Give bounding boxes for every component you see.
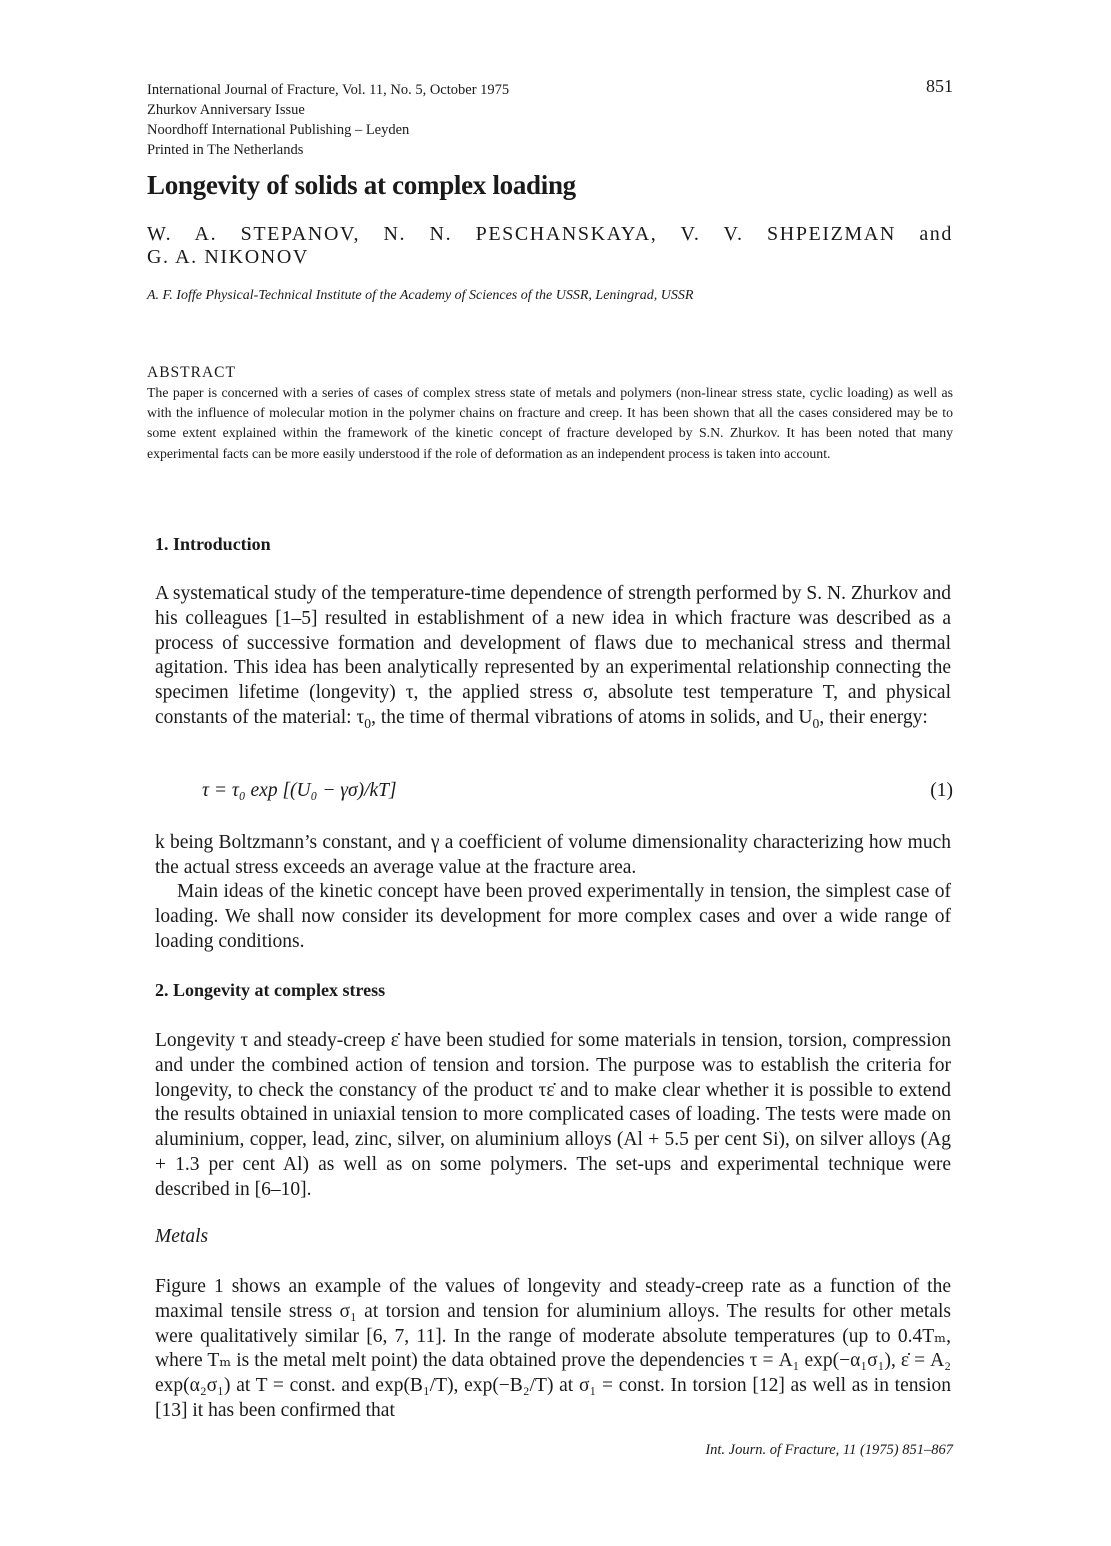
- journal-footer: Int. Journ. of Fracture, 11 (1975) 851–867: [705, 1442, 953, 1458]
- section-heading-longevity: 2. Longevity at complex stress: [155, 980, 386, 1000]
- intro-paragraph-3: [155, 880, 951, 954]
- page-number: 851: [926, 76, 953, 96]
- paper-title: Longevity of solids at complex loading: [147, 170, 576, 200]
- equation-number: (1): [930, 780, 953, 801]
- section-heading-introduction: 1. Introduction: [155, 534, 271, 554]
- authors-line-1: W. A. STEPANOV, N. N. PESCHANSKAYA, V. V. SHPEIZMAN and: [147, 223, 953, 245]
- equation-1: τ = τ₀ exp [(U₀ − γσ)/kT]: [202, 780, 397, 801]
- u-subscript: 0: [812, 715, 820, 731]
- intro-paragraph-2: k being Boltzmann’s constant, and γ a coefficient of volume dimensionality characterizing how much the actual stress exceeds an average value at the fracture area.: [155, 832, 951, 878]
- abstract-heading: ABSTRACT: [147, 364, 236, 381]
- intro-p1-text-b: , the time of thermal vibrations of atoms in solids, and U: [371, 706, 813, 728]
- intro-p1-text-c: , their energy:: [819, 706, 928, 728]
- intro-p3-text: Main ideas of the kinetic concept have been proved experimentally in tension, the simplest case of loading. We shall now consider its development for more complex cases and over a wide range of loading conditions.: [155, 881, 951, 952]
- subheading-metals: Metals: [155, 1226, 209, 1247]
- section2-paragraph-2: Figure 1 shows an example of the values of longevity and steady-creep rate as a function of the maximal tensile stress σ₁ at torsion and tension for aluminium alloys. The results for other metals were qualitatively similar [6, 7, 11]. In the range of moderate absolute temperatures (up to 0.4Tₘ, where Tₘ is the metal melt point) the data obtained prove the dependencies τ = A₁ exp(−α₁σ₁), ε̇ = A₂ exp(α₂σ₁) at T = const. and exp(B₁/T), exp(−B₂/T) at σ₁ = const. In torsion [12] as well as in tension [13] it has been confirmed that: [155, 1276, 951, 1421]
- authors-line-2: G. A. NIKONOV: [147, 246, 309, 268]
- printed-line: Printed in The Netherlands: [147, 142, 304, 158]
- affiliation: A. F. Ioffe Physical-Technical Institute of the Academy of Sciences of the USSR, Leningrad, USSR: [147, 288, 694, 303]
- intro-paragraph-1: [155, 582, 951, 731]
- journal-line: International Journal of Fracture, Vol. 11, No. 5, October 1975: [147, 82, 510, 98]
- tau-subscript: 0: [364, 715, 372, 731]
- abstract-body: The paper is concerned with a series of cases of complex stress state of metals and polymers (non-linear stress state, cyclic loading) as well as with the influence of molecular motion in the polymer chains on fracture and creep. It has been shown that all the cases considered may be to some extent explained within the framework of the kinetic concept of fracture developed by S.N. Zhurkov. It has been noted that many experimental facts can be more easily understood if the role of deformation as an independent process is taken into account.: [147, 385, 953, 461]
- intro-p1-text-a: A systematical study of the temperature-time dependence of strength performed by S. N. Zhurkov and his colleagues [1–5] resulted in establishment of a new idea in which fracture was described as a process of successive formation and development of flaws due to mechanical stress and thermal agitation. This idea has been analytically represented by an experimental relationship connecting the specimen lifetime (longevity) τ, the applied stress σ, absolute test temperature T, and physical constants of the material: τ: [155, 583, 952, 728]
- publisher-line: Noordhoff International Publishing – Leyden: [147, 122, 410, 138]
- issue-line: Zhurkov Anniversary Issue: [147, 102, 305, 118]
- section2-paragraph-1: Longevity τ and steady-creep ε̇ have been studied for some materials in tension, torsion, compression and under the combined action of tension and torsion. The purpose was to establish the criteria for longevity, to check the constancy of the product τε̇ and to make clear whether it is possible to extend the results obtained in uniaxial tension to more complicated cases of loading. The tests were made on aluminium, copper, lead, zinc, silver, on aluminium alloys (Al + 5.5 per cent Si), on silver alloys (Ag + 1.3 per cent Al) as well as on some polymers. The set-ups and experimental technique were described in [6–10].: [155, 1030, 951, 1200]
